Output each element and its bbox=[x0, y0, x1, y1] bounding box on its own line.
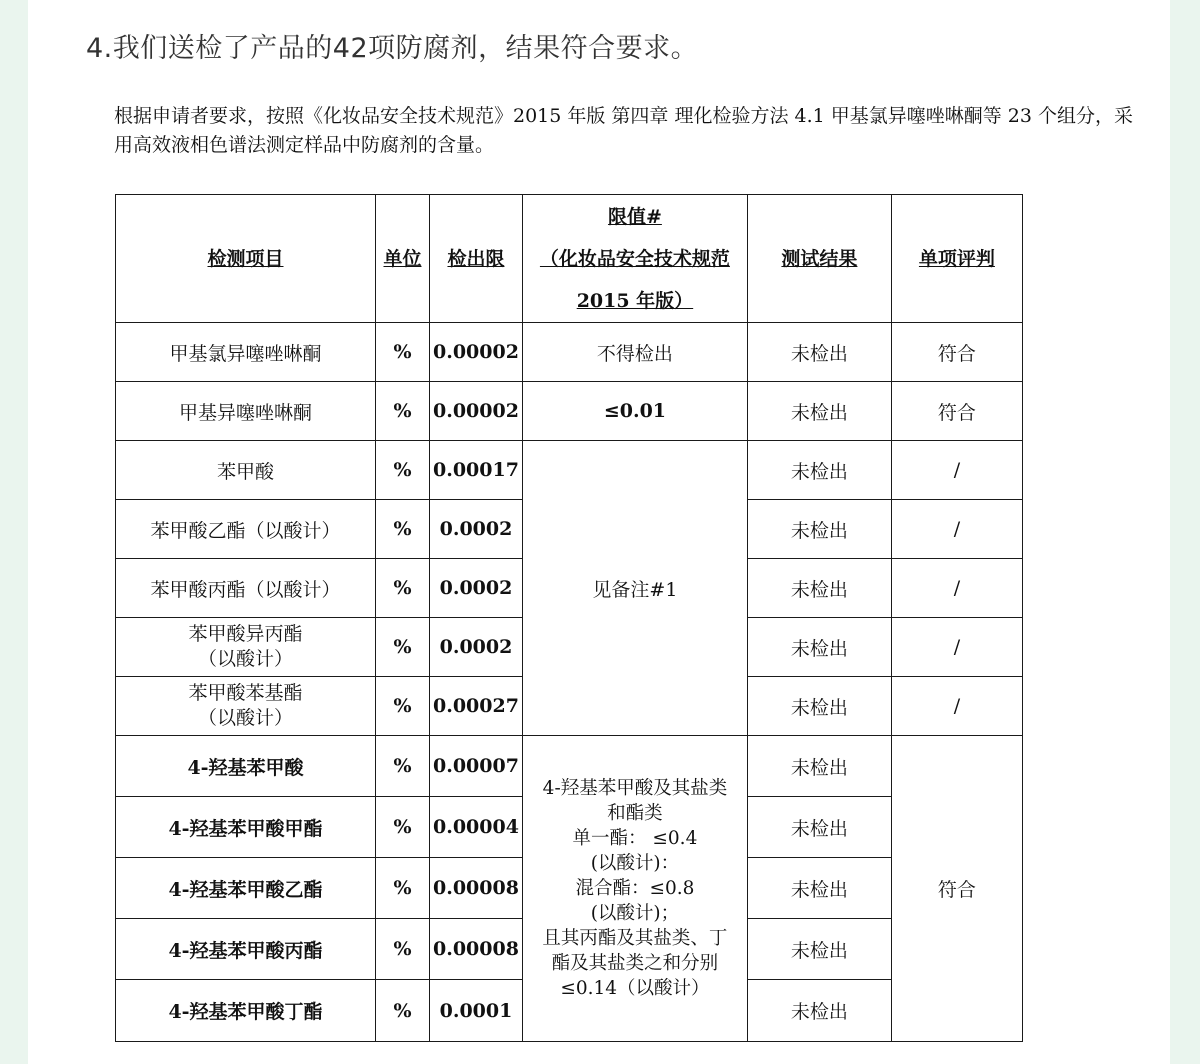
cell-item: 苯甲酸乙酯（以酸计） bbox=[116, 500, 376, 559]
cell-judgement: / bbox=[891, 618, 1022, 677]
cell-item: 甲基氯异噻唑啉酮 bbox=[116, 323, 376, 382]
cell-limit-benzoate-group: 见备注#1 bbox=[522, 441, 747, 736]
cell-judgement: 符合 bbox=[891, 323, 1022, 382]
table-row bbox=[116, 736, 1023, 797]
paraben-limit-line: 且其丙酯及其盐类、丁 bbox=[542, 928, 728, 949]
section-heading: 4.我们送检了产品的42项防腐剂，结果符合要求。 bbox=[86, 33, 699, 64]
header-item: 检测项目 bbox=[116, 195, 376, 323]
cell-unit: % bbox=[376, 797, 430, 858]
cell-result: 未检出 bbox=[747, 736, 891, 797]
cell-unit: % bbox=[376, 980, 430, 1042]
cell-judgement: / bbox=[891, 500, 1022, 559]
cell-item: 4-羟基苯甲酸甲酯 bbox=[116, 797, 376, 858]
cell-unit: % bbox=[376, 441, 430, 500]
cell-limit-paraben-group bbox=[522, 736, 747, 1042]
intro-paragraph: 根据申请者要求，按照《化妆品安全技术规范》2015 年版 第四章 理化检验方法 4.1 甲基氯异噻唑啉酮等 23 个组分，采用高效液相色谱法测定样品中防腐剂的含量。 bbox=[114, 105, 1134, 156]
cell-result: 未检出 bbox=[747, 500, 891, 559]
cell-detection-limit: 0.0002 bbox=[430, 618, 523, 677]
cell-result: 未检出 bbox=[747, 980, 891, 1042]
header-limit-line2: （化妆品安全技术规范 bbox=[539, 247, 730, 270]
cell-detection-limit: 0.00008 bbox=[430, 919, 523, 980]
paraben-limit-line: ≤0.14（以酸计） bbox=[560, 978, 710, 999]
cell-limit: ≤0.01 bbox=[522, 382, 747, 441]
cell-detection-limit: 0.00002 bbox=[430, 323, 523, 382]
cell-item: 4-羟基苯甲酸丙酯 bbox=[116, 919, 376, 980]
cell-item: 苯甲酸丙酯（以酸计） bbox=[116, 559, 376, 618]
cell-unit: % bbox=[376, 858, 430, 919]
cell-item-line2: （以酸计） bbox=[197, 707, 293, 729]
paraben-limit-line: (以酸计)； bbox=[590, 903, 680, 924]
cell-unit: % bbox=[376, 618, 430, 677]
table-row bbox=[116, 382, 1023, 441]
header-detection-limit: 检出限 bbox=[430, 195, 523, 323]
cell-detection-limit: 0.0002 bbox=[430, 500, 523, 559]
cell-result: 未检出 bbox=[747, 618, 891, 677]
cell-detection-limit: 0.0002 bbox=[430, 559, 523, 618]
cell-result: 未检出 bbox=[747, 441, 891, 500]
cell-judgement: 符合 bbox=[891, 382, 1022, 441]
cell-unit: % bbox=[376, 677, 430, 736]
cell-item-line2: （以酸计） bbox=[197, 648, 293, 670]
cell-item-line1: 苯甲酸异丙酯 bbox=[188, 623, 303, 645]
cell-result: 未检出 bbox=[747, 323, 891, 382]
paraben-limit-line: 和酯类 bbox=[607, 803, 663, 824]
cell-detection-limit: 0.00017 bbox=[430, 441, 523, 500]
cell-unit: % bbox=[376, 559, 430, 618]
cell-result: 未检出 bbox=[747, 677, 891, 736]
cell-judgement: / bbox=[891, 559, 1022, 618]
cell-item bbox=[116, 677, 376, 736]
header-judgement: 单项评判 bbox=[891, 195, 1022, 323]
cell-judgement: / bbox=[891, 441, 1022, 500]
cell-result: 未检出 bbox=[747, 797, 891, 858]
paraben-limit-line: 4-羟基苯甲酸及其盐类 bbox=[542, 778, 728, 799]
cell-detection-limit: 0.00008 bbox=[430, 858, 523, 919]
table-row bbox=[116, 441, 1023, 500]
cell-unit: % bbox=[376, 323, 430, 382]
cell-item: 苯甲酸 bbox=[116, 441, 376, 500]
header-result: 测试结果 bbox=[747, 195, 891, 323]
header-limit bbox=[522, 195, 747, 323]
cell-unit: % bbox=[376, 500, 430, 559]
cell-detection-limit: 0.00007 bbox=[430, 736, 523, 797]
cell-result: 未检出 bbox=[747, 559, 891, 618]
cell-result: 未检出 bbox=[747, 919, 891, 980]
cell-item: 甲基异噻唑啉酮 bbox=[116, 382, 376, 441]
paraben-limit-line: 单一酯： ≤0.4 bbox=[572, 828, 698, 849]
cell-result: 未检出 bbox=[747, 382, 891, 441]
paraben-limit-line: (以酸计)： bbox=[590, 853, 680, 874]
table-row bbox=[116, 323, 1023, 382]
cell-item: 4-羟基苯甲酸乙酯 bbox=[116, 858, 376, 919]
cell-unit: % bbox=[376, 736, 430, 797]
cell-detection-limit: 0.0001 bbox=[430, 980, 523, 1042]
cell-item bbox=[116, 618, 376, 677]
cell-unit: % bbox=[376, 919, 430, 980]
preservative-test-table bbox=[115, 194, 1023, 1042]
document-page bbox=[28, 0, 1170, 1064]
paraben-limit-line: 酯及其盐类之和分别 bbox=[551, 953, 719, 974]
cell-result: 未检出 bbox=[747, 858, 891, 919]
header-limit-line3: 2015 年版） bbox=[576, 289, 694, 312]
cell-limit: 不得检出 bbox=[522, 323, 747, 382]
cell-item: 4-羟基苯甲酸丁酯 bbox=[116, 980, 376, 1042]
cell-detection-limit: 0.00027 bbox=[430, 677, 523, 736]
cell-judgement: / bbox=[891, 677, 1022, 736]
cell-judgement-paraben-group: 符合 bbox=[891, 736, 1022, 1042]
paraben-limit-line: 混合酯：≤0.8 bbox=[575, 878, 695, 899]
header-unit: 单位 bbox=[376, 195, 430, 323]
table-header-row bbox=[116, 195, 1023, 323]
cell-unit: % bbox=[376, 382, 430, 441]
cell-item-line1: 苯甲酸苯基酯 bbox=[188, 682, 303, 704]
cell-item: 4-羟基苯甲酸 bbox=[116, 736, 376, 797]
cell-detection-limit: 0.00004 bbox=[430, 797, 523, 858]
header-limit-line1: 限值# bbox=[607, 205, 662, 228]
cell-detection-limit: 0.00002 bbox=[430, 382, 523, 441]
